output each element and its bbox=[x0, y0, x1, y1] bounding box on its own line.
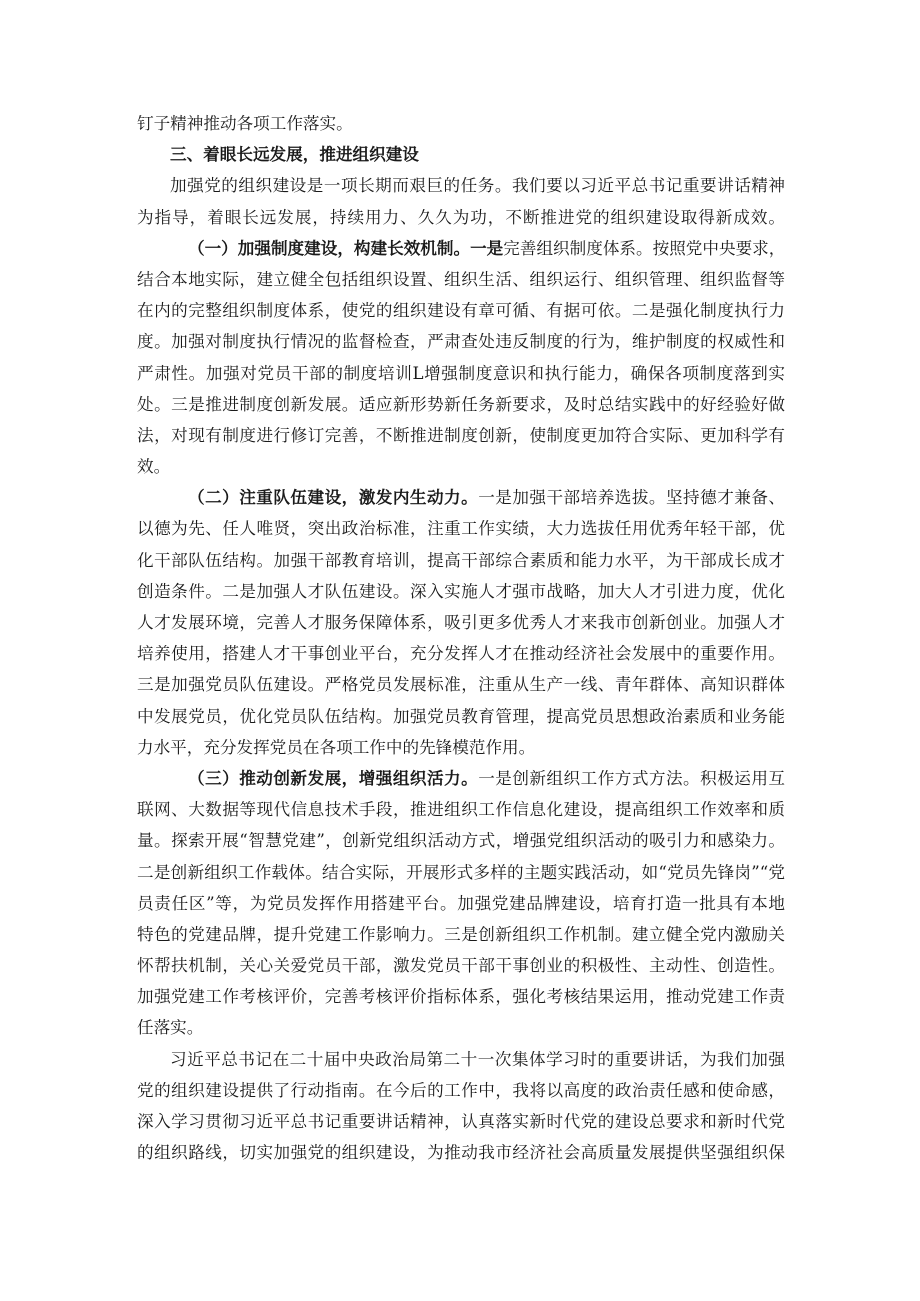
subsection-2-line: 以德为先、任人唯贤，突出政治标准，注重工作实绩，大力选拔任用优秀年轻干部，优 bbox=[137, 519, 785, 539]
subsection-1-line: 严肃性。加强对党员干部的制度培训L增强制度意识和执行能力，确保各项制度落到实 bbox=[137, 363, 785, 383]
subsection-3-line: 特色的党建品牌，提升党建工作影响力。三是创新组织工作机制。建立健全党内激励关 bbox=[137, 924, 785, 944]
subsection-3-line: 二是创新组织工作载体。结合实际，开展形式多样的主题实践活动，如“党员先锋岗”“党 bbox=[137, 862, 785, 882]
subsection-1-line: 法，对现有制度进行修订完善，不断推进制度创新，使制度更加符合实际、更加科学有 bbox=[137, 425, 785, 445]
subsection-1-line: 结合本地实际，建立健全包括组织设置、组织生活、组织运行、组织管理、组织监督等 bbox=[137, 269, 785, 289]
subsection-1-lead: （一）加强制度建设，构建长效机制。一是 bbox=[188, 238, 504, 258]
subsection-3-line: 加强党建工作考核评价，完善考核评价指标体系，强化考核结果运用，推动党建工作责 bbox=[137, 987, 785, 1007]
subsection-2-first-line bbox=[137, 482, 785, 513]
subsection-1-line: 在内的完整组织制度体系，使党的组织建设有章可循、有据可依。二是强化制度执行力 bbox=[137, 301, 785, 321]
section-3-intro-line-1: 加强党的组织建设是一项长期而艰巨的任务。我们要以习近平总书记重要讲话精神 bbox=[170, 176, 785, 196]
subsection-1-line: 效。 bbox=[137, 457, 171, 477]
subsection-2-line: 三是加强党员队伍建设。严格党员发展标准，注重从生产一线、青年群体、高知识群体 bbox=[137, 675, 785, 695]
subsection-2-first-rest: 一是加强干部培养选拔。坚持德才兼备、 bbox=[478, 488, 785, 508]
subsection-2-line: 人才发展环境，完善人才服务保障体系，吸引更多优秀人才来我市创新创业。加强人才 bbox=[137, 613, 785, 632]
section-3-heading: 三、着眼长远发展，推进组织建设 bbox=[170, 145, 419, 165]
subsection-2-line: 创造条件。二是加强人才队伍建设。深入实施人才强市战略，加大人才引进力度，优化 bbox=[137, 581, 785, 601]
section-3-intro-line-2: 为指导，着眼长远发展，持续用力、久久为功，不断推进党的组织建设取得新成效。 bbox=[137, 207, 785, 227]
intro-tail-line: 钉子精神推动各项工作落实。 bbox=[137, 114, 353, 133]
conclusion-line: 深入学习贯彻习近平总书记重要讲话精神，认真落实新时代党的建设总要求和新时代党 bbox=[137, 1112, 785, 1131]
subsection-3-line: 量。探索开展“智慧党建”，创新党组织活动方式，增强党组织活动的吸引力和感染力。 bbox=[137, 831, 785, 851]
subsection-1-first-rest: 完善组织制度体系。按照党中央要求， bbox=[503, 238, 785, 258]
subsection-1-line: 处。三是推进制度创新发展。适应新形势新任务新要求，及时总结实践中的好经验好做 bbox=[137, 394, 785, 414]
subsection-2-line: 力水平，充分发挥党员在各项工作中的先锋模范作用。 bbox=[137, 737, 536, 757]
document-page bbox=[137, 108, 785, 1168]
subsection-2-lead: （二）注重队伍建设，激发内生动力。 bbox=[188, 488, 479, 508]
subsection-3-lead: （三）推动创新发展，增强组织活力。 bbox=[188, 768, 479, 788]
subsection-1-line: 度。加强对制度执行情况的监督检查，严肃查处违反制度的行为，维护制度的权威性和 bbox=[137, 332, 785, 352]
conclusion-line: 党的组织建设提供了行动指南。在今后的工作中，我将以高度的政治责任感和使命感， bbox=[137, 1080, 785, 1100]
subsection-2-line: 中发展党员，优化党员队伍结构。加强党员教育管理，提高党员思想政治素质和业务能 bbox=[137, 706, 785, 726]
subsection-1-first-line bbox=[137, 233, 785, 264]
subsection-2-line: 培养使用，搭建人才干事创业平台，充分发挥人才在推动经济社会发展中的重要作用。 bbox=[137, 644, 785, 664]
subsection-3-line: 任落实。 bbox=[137, 1018, 204, 1038]
subsection-3-line: 员责任区”等，为党员发挥作用搭建平台。加强党建品牌建设，培育打造一批具有本地 bbox=[137, 893, 785, 913]
subsection-3-line: 怀帮扶机制，关心关爱党员干部，激发党员干部干事创业的积极性、主动性、创造性。 bbox=[137, 956, 785, 976]
subsection-3-first-rest: 一是创新组织工作方式方法。积极运用互 bbox=[478, 768, 785, 788]
conclusion-line: 的组织路线，切实加强党的组织建设，为推动我市经济社会高质量发展提供坚强组织保 bbox=[137, 1143, 785, 1163]
subsection-3-line: 联网、大数据等现代信息技术手段，推进组织工作信息化建设，提高组织工作效率和质 bbox=[137, 800, 785, 820]
subsection-2-line: 化干部队伍结构。加强干部教育培训，提高干部综合素质和能力水平，为干部成长成才 bbox=[137, 550, 785, 570]
conclusion-line: 习近平总书记在二十届中央政治局第二十一次集体学习时的重要讲话，为我们加强 bbox=[170, 1049, 785, 1069]
subsection-3-first-line bbox=[137, 763, 785, 794]
